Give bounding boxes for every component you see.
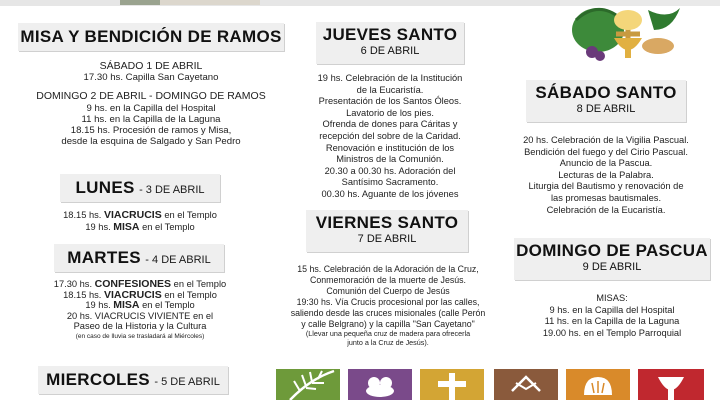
schedule-line: [40, 210, 240, 222]
schedule-line: Lavatorio de los pies.: [346, 107, 434, 118]
martes-date: - 4 DE ABRIL: [145, 254, 211, 266]
schedule-place: en el Templo: [164, 289, 217, 300]
schedule-line: DOMINGO 2 DE ABRIL - DOMINGO DE RAMOS: [36, 90, 266, 103]
domingo-title: DOMINGO DE PASCUA: [516, 241, 708, 260]
domingo-header: [514, 238, 710, 280]
schedule-time: 19 hs.: [85, 221, 111, 232]
schedule-line: [30, 300, 250, 311]
schedule-line: 15 hs. Celebración de la Adoración de la Cruz,: [297, 264, 479, 274]
schedule-line: 9 hs. en la Capilla del Hospital: [86, 102, 216, 114]
schedule-line: Bendición del fuego y del Cirio Pascual.: [524, 146, 688, 157]
schedule-line: 11 hs. en la Capilla de la Laguna: [544, 316, 680, 327]
schedule-line: de la Eucaristía.: [356, 84, 424, 95]
miercoles-date: - 5 DE ABRIL: [154, 376, 220, 388]
jueves-date: 6 DE ABRIL: [360, 45, 420, 57]
misa-ramos-schedule: [10, 61, 292, 147]
lunes-schedule: [40, 210, 240, 233]
schedule-line: 20.30 a 00.30 hs. Adoración del: [324, 165, 456, 176]
schedule-line: [30, 311, 250, 322]
schedule-line: Comunión del Cuerpo de Jesús: [326, 285, 450, 296]
schedule-place: en el Templo: [142, 221, 195, 232]
schedule-line: [40, 222, 240, 234]
miercoles-header: [38, 366, 228, 394]
misa-ramos-title: MISA Y BENDICIÓN DE RAMOS: [20, 27, 282, 46]
cross-note: (Llevar una pequeña cruz de madera para ofrecerla: [305, 329, 471, 339]
chalice-icon: [638, 369, 704, 400]
schedule-line: MISAS:: [596, 293, 628, 303]
schedule-line: 19 hs. Celebración de la Institución: [317, 73, 463, 83]
schedule-event: MISA: [113, 299, 140, 312]
bread-icon: [348, 369, 412, 400]
schedule-place: en el Templo: [173, 279, 227, 289]
sabado-date: 8 DE ABRIL: [576, 103, 636, 115]
schedule-event: VIACRUCIS: [103, 288, 162, 301]
schedule-line: [30, 290, 250, 301]
bread-loaf-icon: [566, 369, 630, 400]
schedule-event: VIACRUCIS: [103, 209, 162, 221]
sabado-schedule: [506, 135, 706, 216]
sabado-title: SÁBADO SANTO: [535, 83, 677, 102]
sabado-header: [526, 80, 686, 122]
schedule-line: 18.15 hs. Procesión de ramos y Misa,: [70, 125, 232, 137]
schedule-line: SÁBADO 1 DE ABRIL: [99, 60, 203, 72]
schedule-line: Ministros de la Comunión.: [336, 154, 444, 165]
schedule-line: Presentación de los Santos Óleos.: [318, 96, 462, 107]
viernes-header: [306, 210, 468, 252]
schedule-line: 11 hs. en la Capilla de la Laguna: [81, 113, 221, 125]
schedule-time: 20 hs.: [66, 310, 93, 321]
lunes-header: [60, 174, 220, 202]
schedule-line: las promesas bautismales.: [550, 192, 662, 203]
schedule-time: 17.30 hs.: [53, 279, 93, 289]
schedule-line: desde la esquina de Salgado y San Pedro: [61, 136, 241, 148]
lunes-date: - 3 DE ABRIL: [139, 184, 205, 196]
cross-note: junto a la Cruz de Jesús).: [347, 338, 429, 348]
schedule-line: y calle Belgrano) y la capilla "San Cayetano": [301, 318, 475, 329]
viernes-title: VIERNES SANTO: [315, 213, 459, 232]
jueves-header: [316, 22, 464, 64]
schedule-line: Ofrenda de dones para Cáritas y: [322, 119, 458, 130]
schedule-time: 19 hs.: [85, 300, 111, 311]
schedule-line: Liturgia del Bautismo y renovación de: [528, 181, 684, 192]
schedule-time: 18.15 hs.: [63, 289, 102, 300]
decor-stripe: [160, 0, 260, 5]
schedule-line: Conmemoración de la muerte de Jesús.: [310, 274, 466, 285]
viernes-schedule: [268, 264, 508, 347]
decor-stripe: [0, 0, 560, 6]
schedule-event: CONFESIONES: [94, 278, 172, 290]
schedule-line: [30, 321, 250, 332]
schedule-line: 9 hs. en la Capilla del Hospital: [549, 304, 675, 315]
schedule-line: 17.30 hs. Capilla San Cayetano: [83, 72, 219, 84]
jueves-schedule: [290, 73, 490, 201]
schedule-time: 18.15 hs.: [63, 210, 102, 220]
domingo-date: 9 DE ABRIL: [582, 261, 642, 273]
martes-schedule: [30, 279, 250, 341]
miercoles-title: MIERCOLES: [46, 370, 150, 389]
martes-header: [54, 244, 224, 272]
misa-ramos-header: [18, 23, 284, 51]
schedule-line: 00.30 hs. Aguante de los jóvenes: [321, 188, 459, 199]
decor-stripe: [120, 0, 160, 5]
schedule-line: saliendo desde las cruces misionales (calle Perón: [290, 307, 486, 318]
schedule-line: 19.00 hs. en el Templo Parroquial: [542, 327, 682, 338]
viernes-date: 7 DE ABRIL: [357, 233, 417, 245]
schedule-place: en el Templo: [164, 210, 217, 220]
palm-icon: [276, 369, 340, 400]
schedule-line: 19:30 hs. Vía Crucis procesional por las calles,: [296, 296, 480, 307]
cross-icon: [420, 369, 484, 400]
chalice-palm-illustration: [568, 0, 688, 62]
schedule-place: Paseo de la Historia y la Cultura: [73, 321, 207, 332]
schedule-event: MISA: [113, 220, 140, 233]
rain-note: (en caso de lluvia se trasladará al Miércoles): [75, 332, 205, 340]
martes-title: MARTES: [67, 248, 141, 267]
schedule-line: Renovación e institución de los: [325, 142, 455, 153]
schedule-line: Santísimo Sacramento.: [341, 177, 439, 188]
schedule-line: 20 hs. Celebración de la Vigilia Pascual.: [523, 135, 689, 145]
lunes-title: LUNES: [75, 178, 135, 197]
jueves-title: JUEVES SANTO: [322, 25, 458, 44]
schedule-line: Anuncio de la Pascua.: [559, 158, 653, 169]
schedule-line: Celebración de la Eucaristía.: [546, 204, 666, 215]
schedule-place: VIACRUCIS VIVIENTE en el: [94, 310, 214, 321]
schedule-line: Lecturas de la Palabra.: [558, 169, 654, 180]
schedule-line: recepción del sobre de la Caridad.: [319, 130, 461, 141]
domingo-schedule: [512, 293, 712, 339]
holy-spirit-icon: [494, 369, 558, 400]
schedule-place: en el Templo: [142, 300, 195, 311]
